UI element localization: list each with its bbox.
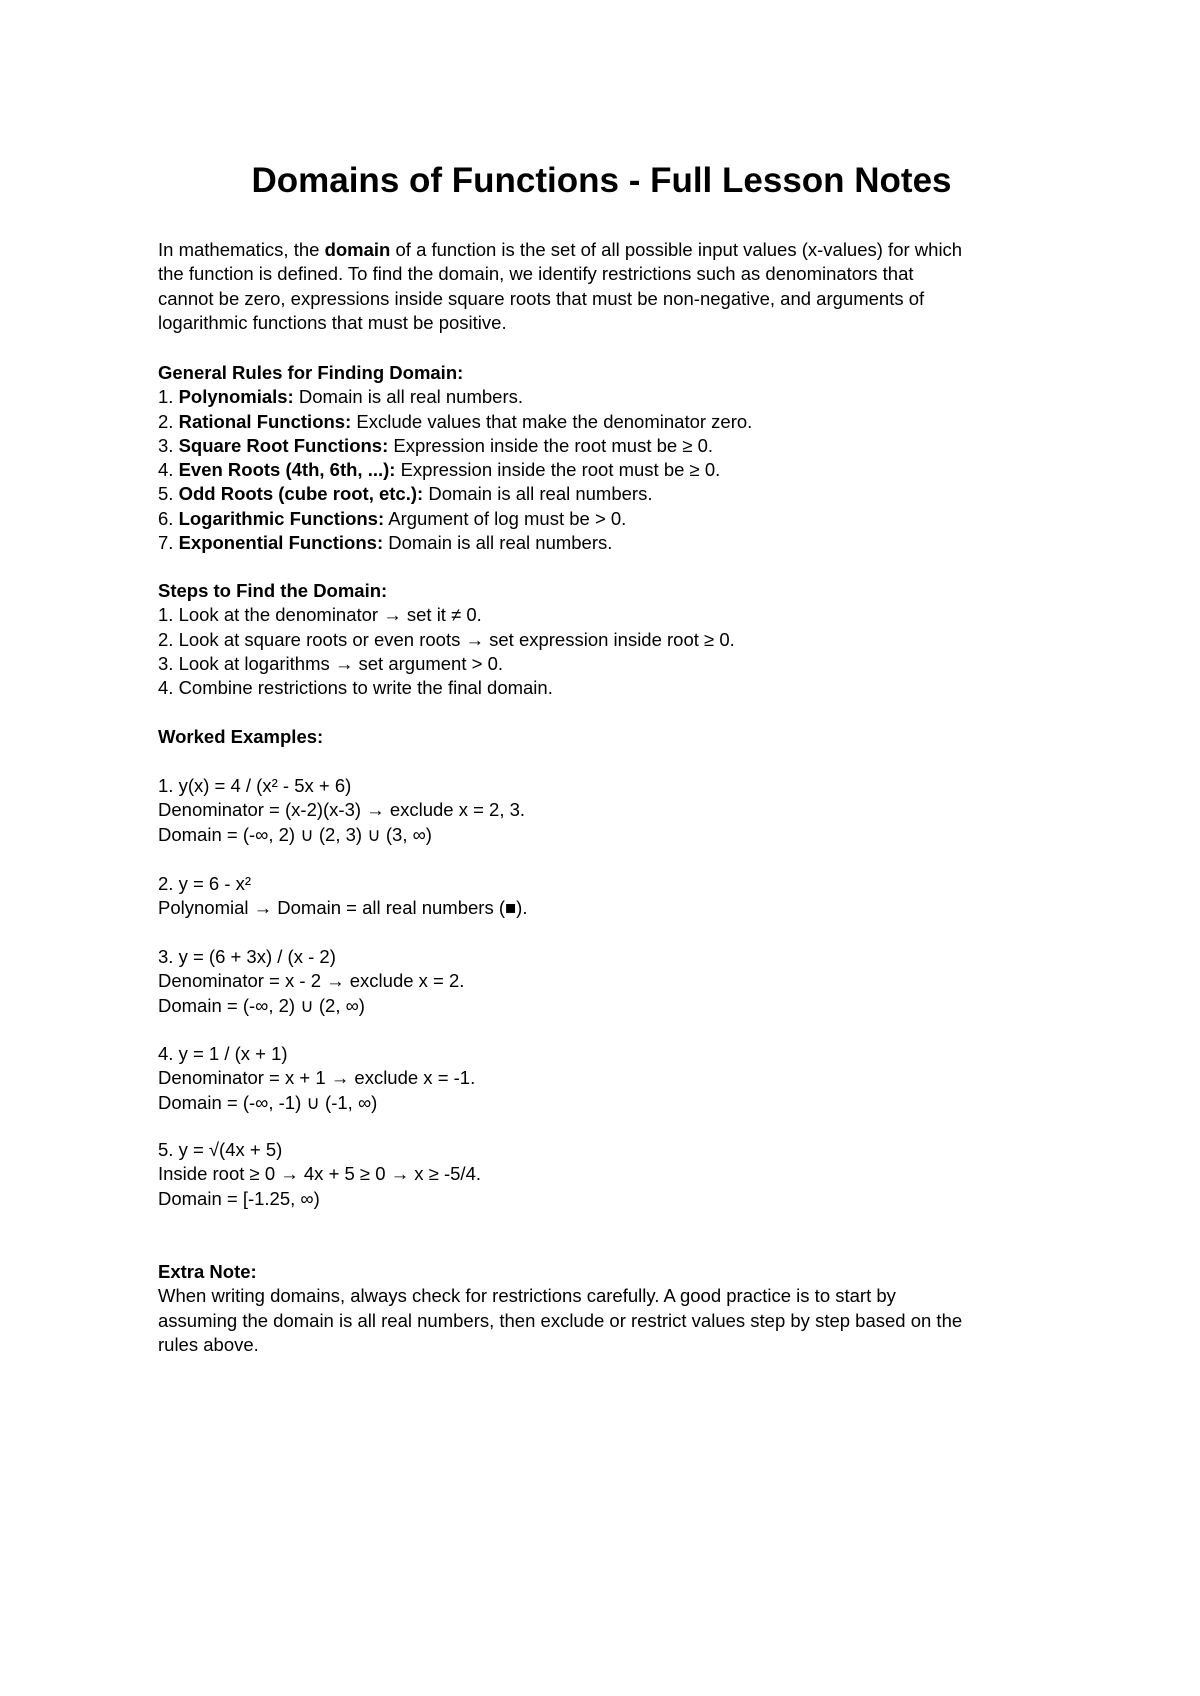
- intro-line: logarithmic functions that must be positive.: [158, 311, 507, 333]
- example-line: 1. y(x) = 4 / (x² - 5x + 6): [158, 775, 352, 796]
- example-line: Domain = (-∞, -1) ∪ (-1, ∞): [158, 1091, 378, 1113]
- example-line: Denominator = x + 1 → exclude x = -1.: [158, 1067, 476, 1089]
- example-line: Domain = (-∞, 2) ∪ (2, ∞): [158, 994, 365, 1016]
- steps-section: [158, 579, 1058, 700]
- example-1: [158, 774, 1058, 847]
- rule-item: 4. Even Roots (4th, 6th, ...): Expression inside the root must be ≥ 0.: [158, 459, 721, 481]
- intro-paragraph: [158, 238, 1058, 335]
- example-line: 3. y = (6 + 3x) / (x - 2): [158, 946, 336, 967]
- steps-heading: Steps to Find the Domain:: [158, 580, 388, 601]
- rule-item: 2. Rational Functions: Exclude values that make the denominator zero.: [158, 410, 753, 432]
- example-line: Domain = (-∞, 2) ∪ (2, 3) ∪ (3, ∞): [158, 823, 432, 845]
- example-line: Inside root ≥ 0 → 4x + 5 ≥ 0 → x ≥ -5/4.: [158, 1163, 482, 1185]
- extra-note-line: When writing domains, always check for restrictions carefully. A good practice is to start by: [158, 1285, 896, 1307]
- worked-examples-heading-block: [158, 725, 1058, 749]
- step-item: 2. Look at square roots or even roots → set expression inside root ≥ 0.: [158, 628, 735, 650]
- page-title: Domains of Functions - Full Lesson Notes: [251, 161, 952, 200]
- example-line: 4. y = 1 / (x + 1): [158, 1043, 288, 1064]
- example-line: 5. y = √(4x + 5): [158, 1139, 283, 1160]
- example-5: [158, 1138, 1058, 1211]
- rule-item: 5. Odd Roots (cube root, etc.): Domain is all real numbers.: [158, 483, 653, 505]
- extra-note-line: rules above.: [158, 1333, 259, 1355]
- example-4: [158, 1042, 1058, 1115]
- example-line: Denominator = x - 2 → exclude x = 2.: [158, 970, 465, 992]
- intro-line: the function is defined. To find the domain, we identify restrictions such as denominators that: [158, 263, 914, 285]
- intro-line: In mathematics, the domain of a function is the set of all possible input values (x-values) for which: [158, 239, 963, 260]
- step-item: 4. Combine restrictions to write the final domain.: [158, 677, 553, 699]
- example-line: Polynomial → Domain = all real numbers (■).: [158, 897, 528, 919]
- domain-term: domain: [324, 239, 391, 260]
- example-line: Domain = [-1.25, ∞): [158, 1187, 320, 1209]
- extra-note-line: assuming the domain is all real numbers, then exclude or restrict values step by step based on the: [158, 1309, 963, 1331]
- intro-line: cannot be zero, expressions inside square roots that must be non-negative, and arguments of: [158, 287, 925, 309]
- rule-item: 3. Square Root Functions: Expression inside the root must be ≥ 0.: [158, 434, 714, 456]
- example-3: [158, 945, 1058, 1018]
- rule-item: 6. Logarithmic Functions: Argument of log must be > 0.: [158, 507, 627, 529]
- extra-note-heading: Extra Note:: [158, 1261, 257, 1282]
- worked-examples-heading: Worked Examples:: [158, 726, 324, 747]
- general-rules-section: [158, 361, 1058, 555]
- rule-item: 7. Exponential Functions: Domain is all real numbers.: [158, 532, 613, 554]
- example-line: Denominator = (x-2)(x-3) → exclude x = 2, 3.: [158, 799, 526, 821]
- example-line: 2. y = 6 - x²: [158, 873, 252, 894]
- step-item: 1. Look at the denominator → set it ≠ 0.: [158, 604, 482, 626]
- rule-item: 1. Polynomials: Domain is all real numbers.: [158, 386, 523, 408]
- extra-note-section: [158, 1260, 1058, 1357]
- example-2: [158, 872, 1058, 921]
- general-rules-heading: General Rules for Finding Domain:: [158, 362, 464, 383]
- step-item: 3. Look at logarithms → set argument > 0.: [158, 652, 503, 674]
